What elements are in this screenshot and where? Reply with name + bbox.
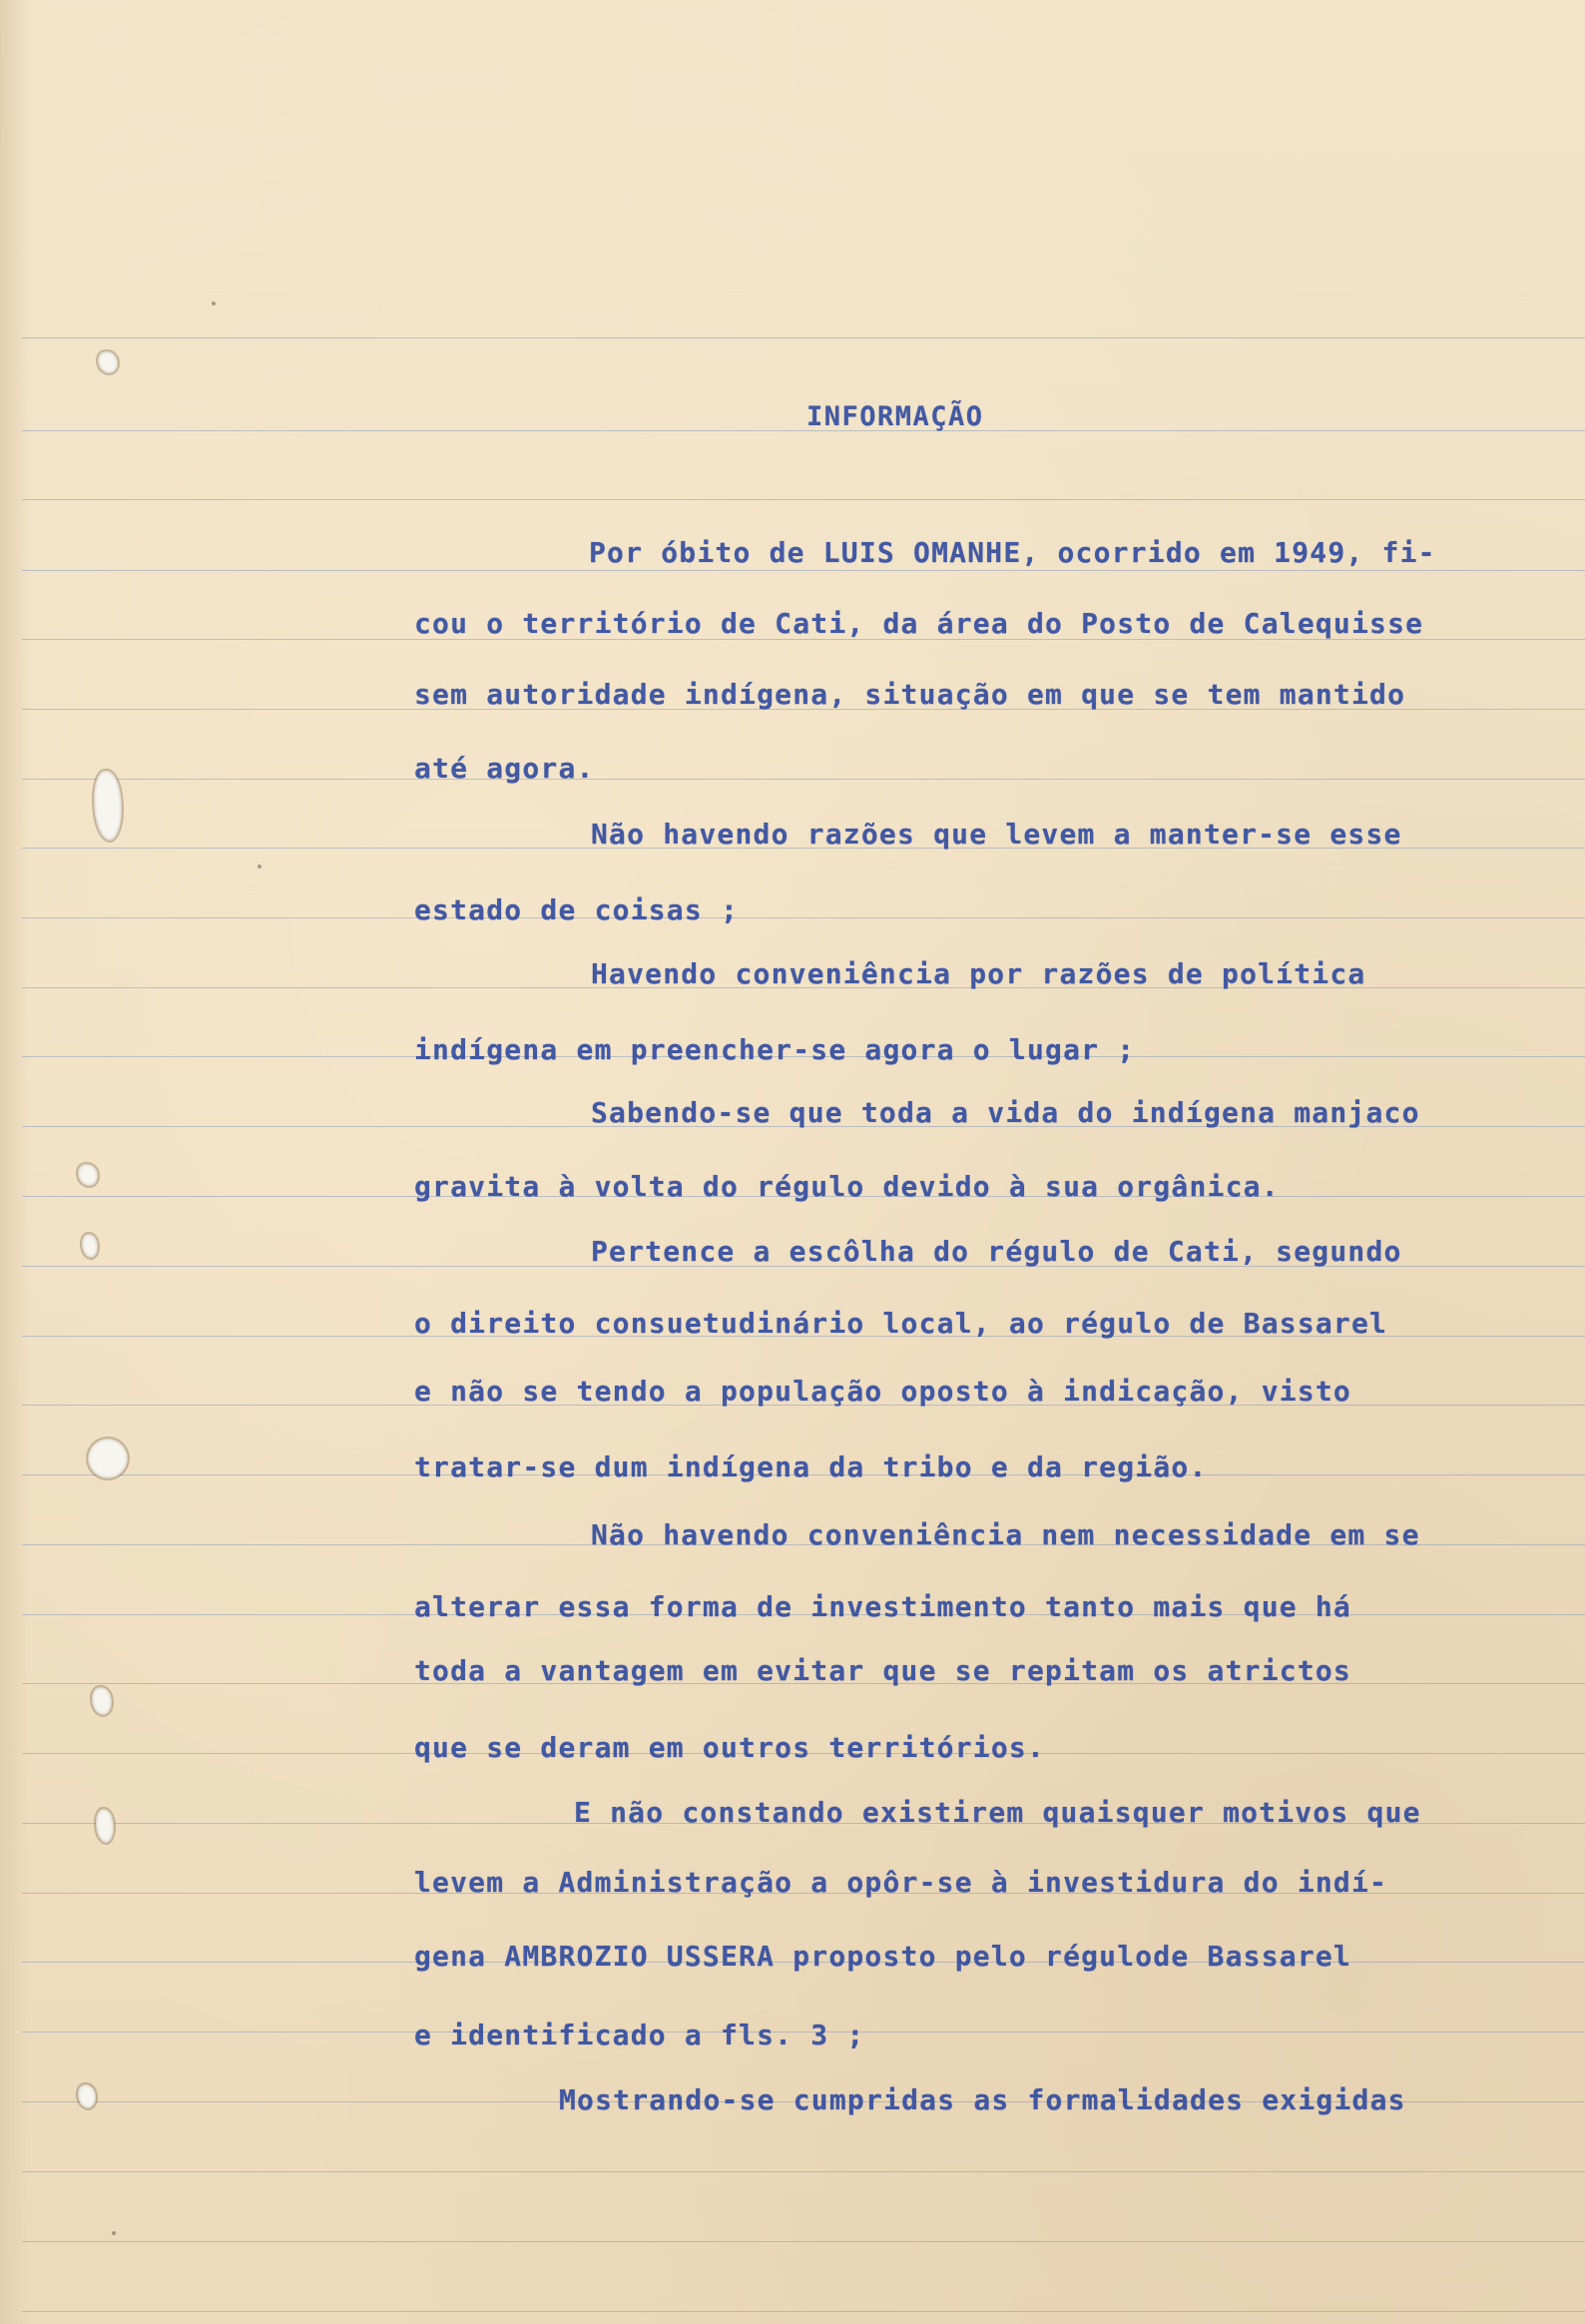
punch-hole (78, 2084, 96, 2108)
document-line: E não constando existirem quaisquer motivos que (574, 1796, 1421, 1829)
document-line: Não havendo razões que levem a manter-se esse (591, 818, 1402, 851)
punch-hole (94, 771, 122, 841)
document-line: Por óbito de LUIS OMANHE, ocorrido em 1949, fi- (589, 536, 1436, 569)
document-line: o direito consuetudinário local, ao régulo de Bassarel (414, 1307, 1388, 1340)
punch-hole (98, 351, 118, 373)
ruled-line (22, 917, 1585, 918)
document-line: Pertence a escôlha do régulo de Cati, segundo (591, 1235, 1402, 1268)
punch-hole (82, 1234, 98, 1258)
ruled-line (22, 2171, 1585, 2172)
document-line: levem a Administração a opôr-se à investidura do indí- (414, 1866, 1388, 1899)
document-line: cou o território de Cati, da área do Posto de Calequisse (414, 607, 1424, 640)
document-line: estado de coisas ; (414, 893, 740, 926)
document-line: e identificado a fls. 3 ; (414, 2019, 865, 2051)
punch-hole (78, 1164, 98, 1186)
ruled-line (22, 499, 1585, 500)
ink-speck (112, 2231, 116, 2235)
document-line: que se deram em outros territórios. (414, 1731, 1046, 1764)
document-line: Mostrando-se cumpridas as formalidades exigidas (559, 2083, 1406, 2116)
ink-speck (258, 865, 262, 869)
document-line: Havendo conveniência por razões de política (591, 957, 1366, 990)
ruled-line (22, 2311, 1585, 2312)
document-line: Não havendo conveniência nem necessidade em se (591, 1518, 1420, 1551)
document-line: alterar essa forma de investimento tanto mais que há (414, 1590, 1351, 1623)
document-line: indígena em preencher-se agora o lugar ; (414, 1033, 1136, 1066)
document-line: toda a vantagem em evitar que se repitam os atrictos (414, 1654, 1351, 1687)
document-title: INFORMAÇÃO (806, 401, 984, 432)
punch-hole (92, 1687, 112, 1715)
document-line: gravita à volta do régulo devido à sua orgânica. (414, 1170, 1280, 1203)
ruled-line (22, 779, 1585, 780)
paper-edge (0, 0, 30, 2324)
ruled-line (22, 430, 1585, 431)
ruled-line (22, 337, 1585, 338)
punch-hole (96, 1809, 114, 1843)
document-line: Sabendo-se que toda a vida do indígena manjaco (591, 1096, 1420, 1129)
ink-speck (212, 301, 216, 305)
ruled-line (22, 570, 1585, 571)
document-line: até agora. (414, 752, 595, 785)
document-line: e não se tendo a população oposto à indicação, visto (414, 1375, 1351, 1408)
document-line: gena AMBROZIO USSERA proposto pelo régulode Bassarel (414, 1940, 1351, 1973)
document-line: sem autoridade indígena, situação em que se tem mantido (414, 678, 1406, 711)
punch-hole (88, 1439, 128, 1478)
document-line: tratar-se dum indígena da tribo e da região. (414, 1451, 1208, 1483)
ruled-line (22, 2241, 1585, 2242)
